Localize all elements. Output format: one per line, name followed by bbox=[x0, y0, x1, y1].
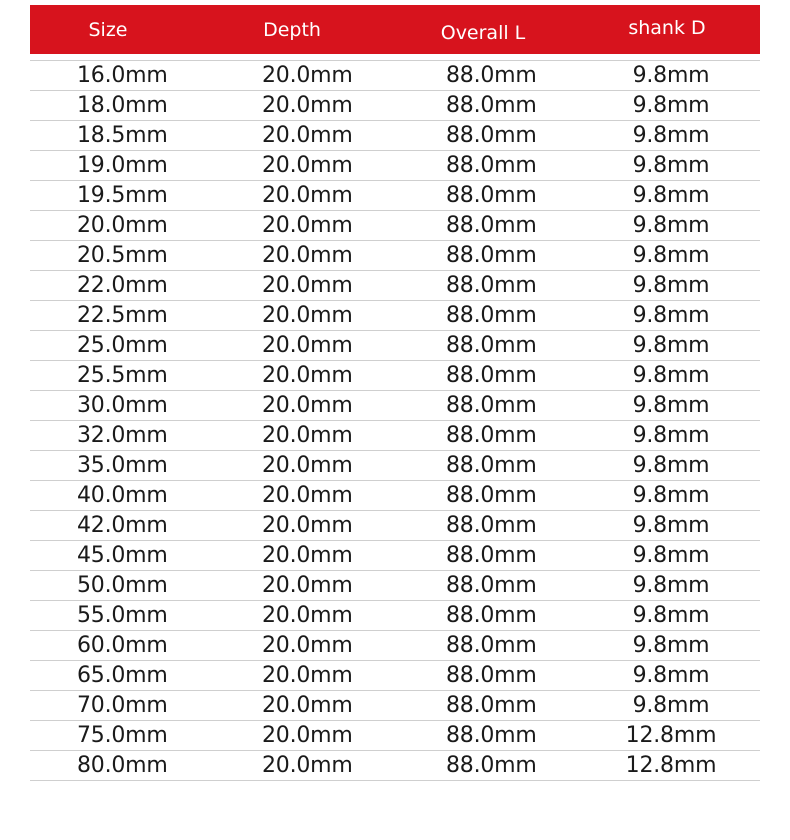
cell-size: 18.0mm bbox=[30, 91, 192, 121]
cell-shank-diameter: 9.8mm bbox=[574, 391, 760, 421]
table-body bbox=[30, 54, 760, 781]
cell-shank-diameter: 9.8mm bbox=[574, 331, 760, 361]
cell-shank-diameter: 9.8mm bbox=[574, 181, 760, 211]
cell-shank-diameter: 9.8mm bbox=[574, 661, 760, 691]
cell-overall-length: 88.0mm bbox=[392, 631, 574, 661]
cell-shank-diameter: 9.8mm bbox=[574, 121, 760, 151]
cell-depth: 20.0mm bbox=[192, 421, 392, 451]
cell-shank-diameter: 9.8mm bbox=[574, 91, 760, 121]
cell-depth: 20.0mm bbox=[192, 481, 392, 511]
cell-depth: 20.0mm bbox=[192, 91, 392, 121]
cell-overall-length: 88.0mm bbox=[392, 481, 574, 511]
table-row bbox=[30, 721, 760, 751]
cell-size: 20.5mm bbox=[30, 241, 192, 271]
cell-depth: 20.0mm bbox=[192, 751, 392, 781]
cell-size: 35.0mm bbox=[30, 451, 192, 481]
cell-shank-diameter: 9.8mm bbox=[574, 211, 760, 241]
table-row bbox=[30, 241, 760, 271]
table-row bbox=[30, 661, 760, 691]
spec-table bbox=[30, 5, 760, 781]
table-row bbox=[30, 601, 760, 631]
cell-overall-length: 88.0mm bbox=[392, 421, 574, 451]
cell-depth: 20.0mm bbox=[192, 661, 392, 691]
cell-overall-length: 88.0mm bbox=[392, 541, 574, 571]
cell-overall-length: 88.0mm bbox=[392, 151, 574, 181]
table-row bbox=[30, 391, 760, 421]
table-row bbox=[30, 301, 760, 331]
cell-shank-diameter: 9.8mm bbox=[574, 301, 760, 331]
cell-size: 60.0mm bbox=[30, 631, 192, 661]
table-row bbox=[30, 481, 760, 511]
cell-depth: 20.0mm bbox=[192, 271, 392, 301]
cell-depth: 20.0mm bbox=[192, 331, 392, 361]
cell-shank-diameter: 9.8mm bbox=[574, 151, 760, 181]
cell-shank-diameter: 9.8mm bbox=[574, 421, 760, 451]
cell-overall-length: 88.0mm bbox=[392, 721, 574, 751]
cell-size: 16.0mm bbox=[30, 61, 192, 91]
cell-overall-length: 88.0mm bbox=[392, 571, 574, 601]
table-row bbox=[30, 181, 760, 211]
cell-size: 75.0mm bbox=[30, 721, 192, 751]
cell-shank-diameter: 9.8mm bbox=[574, 631, 760, 661]
cell-shank-diameter: 9.8mm bbox=[574, 571, 760, 601]
table-row bbox=[30, 751, 760, 781]
cell-overall-length: 88.0mm bbox=[392, 211, 574, 241]
cell-size: 42.0mm bbox=[30, 511, 192, 541]
cell-overall-length: 88.0mm bbox=[392, 661, 574, 691]
table-row bbox=[30, 91, 760, 121]
cell-depth: 20.0mm bbox=[192, 61, 392, 91]
table-row bbox=[30, 421, 760, 451]
cell-depth: 20.0mm bbox=[192, 721, 392, 751]
cell-shank-diameter: 9.8mm bbox=[574, 601, 760, 631]
cell-shank-diameter: 9.8mm bbox=[574, 241, 760, 271]
cell-overall-length: 88.0mm bbox=[392, 361, 574, 391]
cell-depth: 20.0mm bbox=[192, 691, 392, 721]
cell-depth: 20.0mm bbox=[192, 391, 392, 421]
cell-overall-length: 88.0mm bbox=[392, 391, 574, 421]
cell-size: 45.0mm bbox=[30, 541, 192, 571]
table-row bbox=[30, 631, 760, 661]
header-row bbox=[30, 5, 760, 54]
cell-size: 55.0mm bbox=[30, 601, 192, 631]
header-size: Size bbox=[30, 5, 192, 54]
cell-shank-diameter: 9.8mm bbox=[574, 691, 760, 721]
table-row bbox=[30, 451, 760, 481]
cell-depth: 20.0mm bbox=[192, 451, 392, 481]
cell-size: 20.0mm bbox=[30, 211, 192, 241]
table-row bbox=[30, 571, 760, 601]
table-row bbox=[30, 151, 760, 181]
table-row bbox=[30, 61, 760, 91]
cell-overall-length: 88.0mm bbox=[392, 511, 574, 541]
cell-shank-diameter: 9.8mm bbox=[574, 451, 760, 481]
cell-shank-diameter: 9.8mm bbox=[574, 361, 760, 391]
cell-depth: 20.0mm bbox=[192, 121, 392, 151]
cell-depth: 20.0mm bbox=[192, 181, 392, 211]
cell-overall-length: 88.0mm bbox=[392, 451, 574, 481]
table-row bbox=[30, 271, 760, 301]
cell-size: 19.5mm bbox=[30, 181, 192, 211]
table-row bbox=[30, 541, 760, 571]
cell-depth: 20.0mm bbox=[192, 571, 392, 601]
header-overall-length: Overall L bbox=[392, 5, 574, 54]
cell-overall-length: 88.0mm bbox=[392, 691, 574, 721]
table-row bbox=[30, 211, 760, 241]
cell-size: 80.0mm bbox=[30, 751, 192, 781]
table-header bbox=[30, 5, 760, 54]
cell-shank-diameter: 9.8mm bbox=[574, 481, 760, 511]
cell-depth: 20.0mm bbox=[192, 211, 392, 241]
cell-size: 32.0mm bbox=[30, 421, 192, 451]
table-row bbox=[30, 331, 760, 361]
header-shank-diameter: shank D bbox=[574, 5, 760, 54]
table-row bbox=[30, 691, 760, 721]
table-row bbox=[30, 361, 760, 391]
cell-size: 22.5mm bbox=[30, 301, 192, 331]
cell-shank-diameter: 9.8mm bbox=[574, 271, 760, 301]
cell-size: 50.0mm bbox=[30, 571, 192, 601]
cell-shank-diameter: 9.8mm bbox=[574, 61, 760, 91]
cell-overall-length: 88.0mm bbox=[392, 271, 574, 301]
cell-depth: 20.0mm bbox=[192, 541, 392, 571]
cell-size: 19.0mm bbox=[30, 151, 192, 181]
cell-overall-length: 88.0mm bbox=[392, 91, 574, 121]
cell-depth: 20.0mm bbox=[192, 361, 392, 391]
cell-depth: 20.0mm bbox=[192, 511, 392, 541]
cell-size: 70.0mm bbox=[30, 691, 192, 721]
cell-shank-diameter: 9.8mm bbox=[574, 511, 760, 541]
cell-size: 18.5mm bbox=[30, 121, 192, 151]
cell-size: 25.0mm bbox=[30, 331, 192, 361]
cell-size: 65.0mm bbox=[30, 661, 192, 691]
cell-overall-length: 88.0mm bbox=[392, 331, 574, 361]
table-row bbox=[30, 121, 760, 151]
cell-shank-diameter: 9.8mm bbox=[574, 541, 760, 571]
cell-overall-length: 88.0mm bbox=[392, 61, 574, 91]
cell-depth: 20.0mm bbox=[192, 301, 392, 331]
cell-overall-length: 88.0mm bbox=[392, 601, 574, 631]
cell-size: 30.0mm bbox=[30, 391, 192, 421]
cell-size: 25.5mm bbox=[30, 361, 192, 391]
cell-overall-length: 88.0mm bbox=[392, 241, 574, 271]
cell-depth: 20.0mm bbox=[192, 631, 392, 661]
cell-overall-length: 88.0mm bbox=[392, 301, 574, 331]
cell-shank-diameter: 12.8mm bbox=[574, 751, 760, 781]
cell-size: 40.0mm bbox=[30, 481, 192, 511]
header-depth: Depth bbox=[192, 5, 392, 54]
cell-shank-diameter: 12.8mm bbox=[574, 721, 760, 751]
cell-depth: 20.0mm bbox=[192, 151, 392, 181]
cell-depth: 20.0mm bbox=[192, 601, 392, 631]
cell-depth: 20.0mm bbox=[192, 241, 392, 271]
cell-size: 22.0mm bbox=[30, 271, 192, 301]
cell-overall-length: 88.0mm bbox=[392, 751, 574, 781]
table-row bbox=[30, 511, 760, 541]
cell-overall-length: 88.0mm bbox=[392, 181, 574, 211]
cell-overall-length: 88.0mm bbox=[392, 121, 574, 151]
